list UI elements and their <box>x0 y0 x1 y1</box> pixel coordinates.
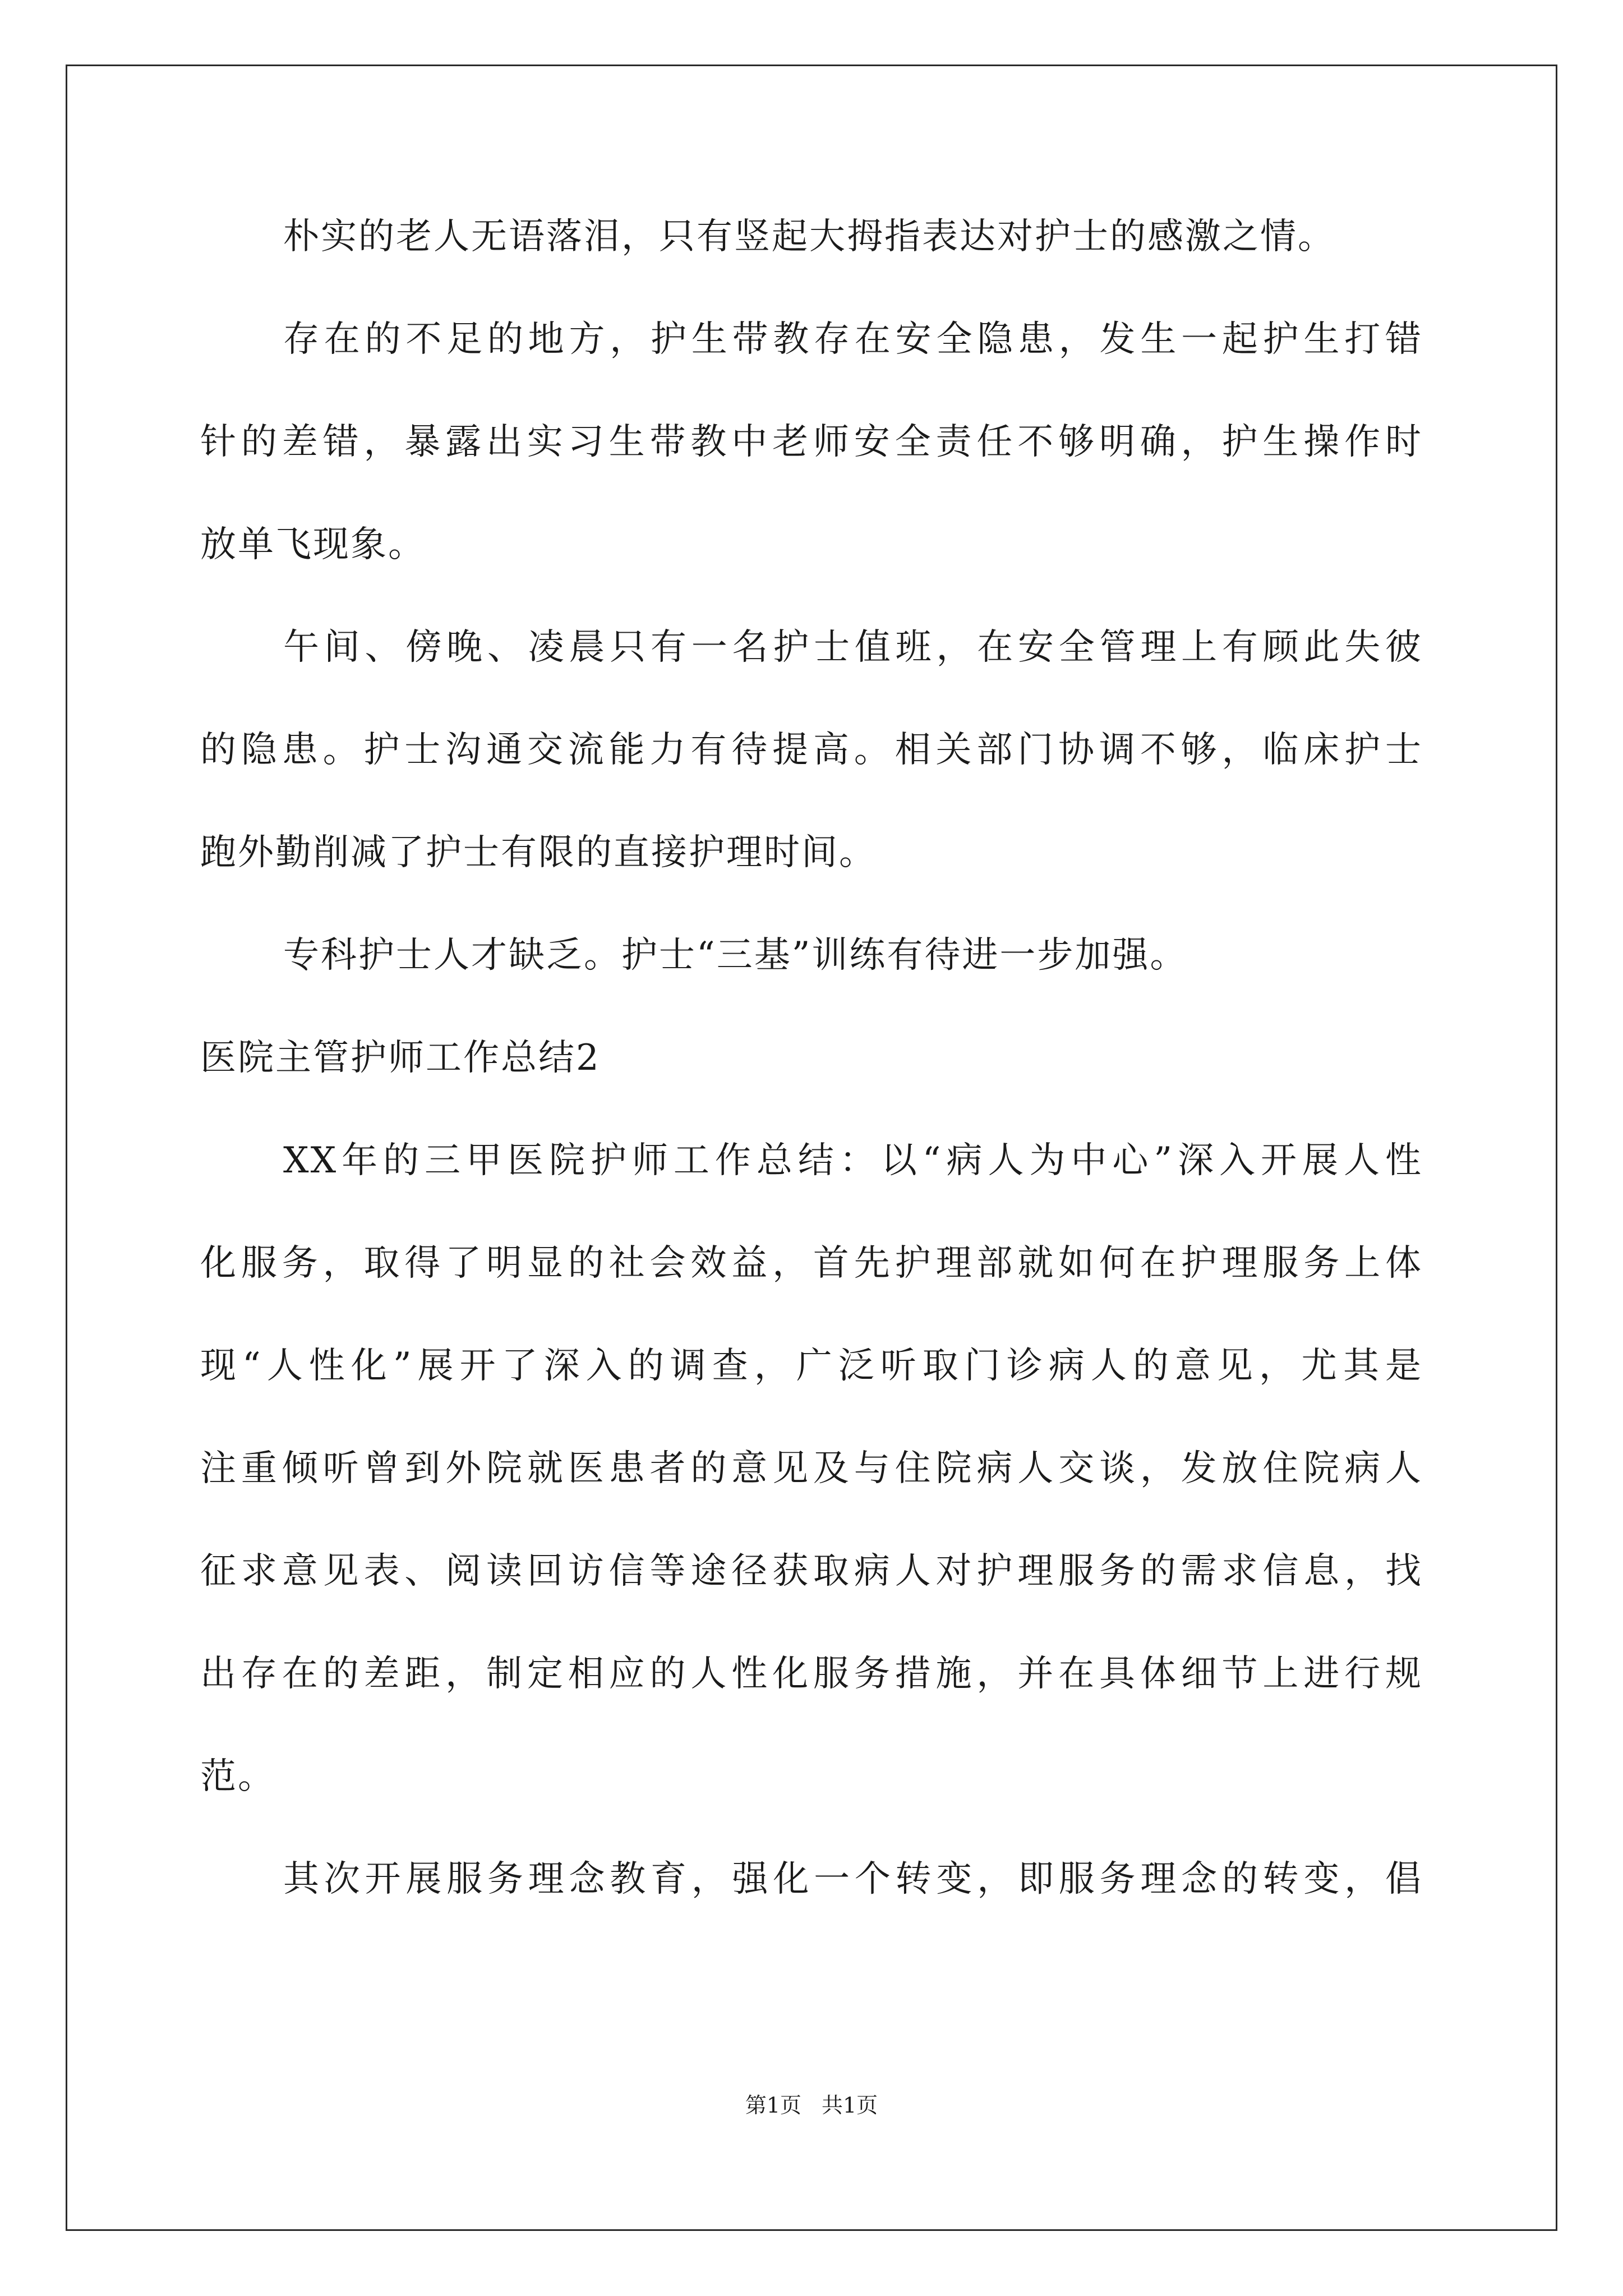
paragraph-line: 现“人性化”展开了深入的调查，广泛听取门诊病人的意见，尤其是 <box>200 1345 1423 1387</box>
paragraph-line: 跑外勤削减了护士有限的直接护理时间。 <box>200 832 877 873</box>
page-footer <box>0 2091 1623 2119</box>
paragraph-line: 其次开展服务理念教育，强化一个转变，即服务理念的转变，倡 <box>283 1858 1423 1900</box>
paragraph-line: 的隐患。护士沟通交流能力有待提高。相关部门协调不够，临床护士 <box>200 729 1423 771</box>
section-heading: 医院主管护师工作总结2 <box>200 1037 601 1079</box>
paragraph-line: 出存在的差距，制定相应的人性化服务措施，并在具体细节上进行规 <box>200 1653 1423 1695</box>
paragraph-line: 朴实的老人无语落泪，只有竖起大拇指表达对护士的感激之情。 <box>283 216 1335 257</box>
paragraph-line: 存在的不足的地方，护生带教存在安全隐患，发生一起护生打错 <box>283 319 1423 360</box>
page-total: 共1页 <box>822 2093 878 2118</box>
paragraph-line: XX年的三甲医院护师工作总结：以“病人为中心”深入开展人性 <box>283 1140 1423 1181</box>
paragraph-line: 针的差错，暴露出实习生带教中老师安全责任不够明确，护生操作时 <box>200 421 1423 463</box>
paragraph-line: 注重倾听曾到外院就医患者的意见及与住院病人交谈，发放住院病人 <box>200 1448 1423 1489</box>
paragraph-line: 专科护士人才缺乏。护士“三基”训练有待进一步加强。 <box>283 935 1188 976</box>
page-number: 第1页 <box>745 2093 801 2118</box>
paragraph-line: 午间、傍晚、凌晨只有一名护士值班，在安全管理上有顾此失彼 <box>283 627 1423 668</box>
paragraph-line: 放单飞现象。 <box>200 524 426 565</box>
paragraph-line: 征求意见表、阅读回访信等途径获取病人对护理服务的需求信息，找 <box>200 1550 1423 1592</box>
paragraph-line: 化服务，取得了明显的社会效益，首先护理部就如何在护理服务上体 <box>200 1243 1423 1284</box>
paragraph-line: 范。 <box>200 1756 275 1797</box>
